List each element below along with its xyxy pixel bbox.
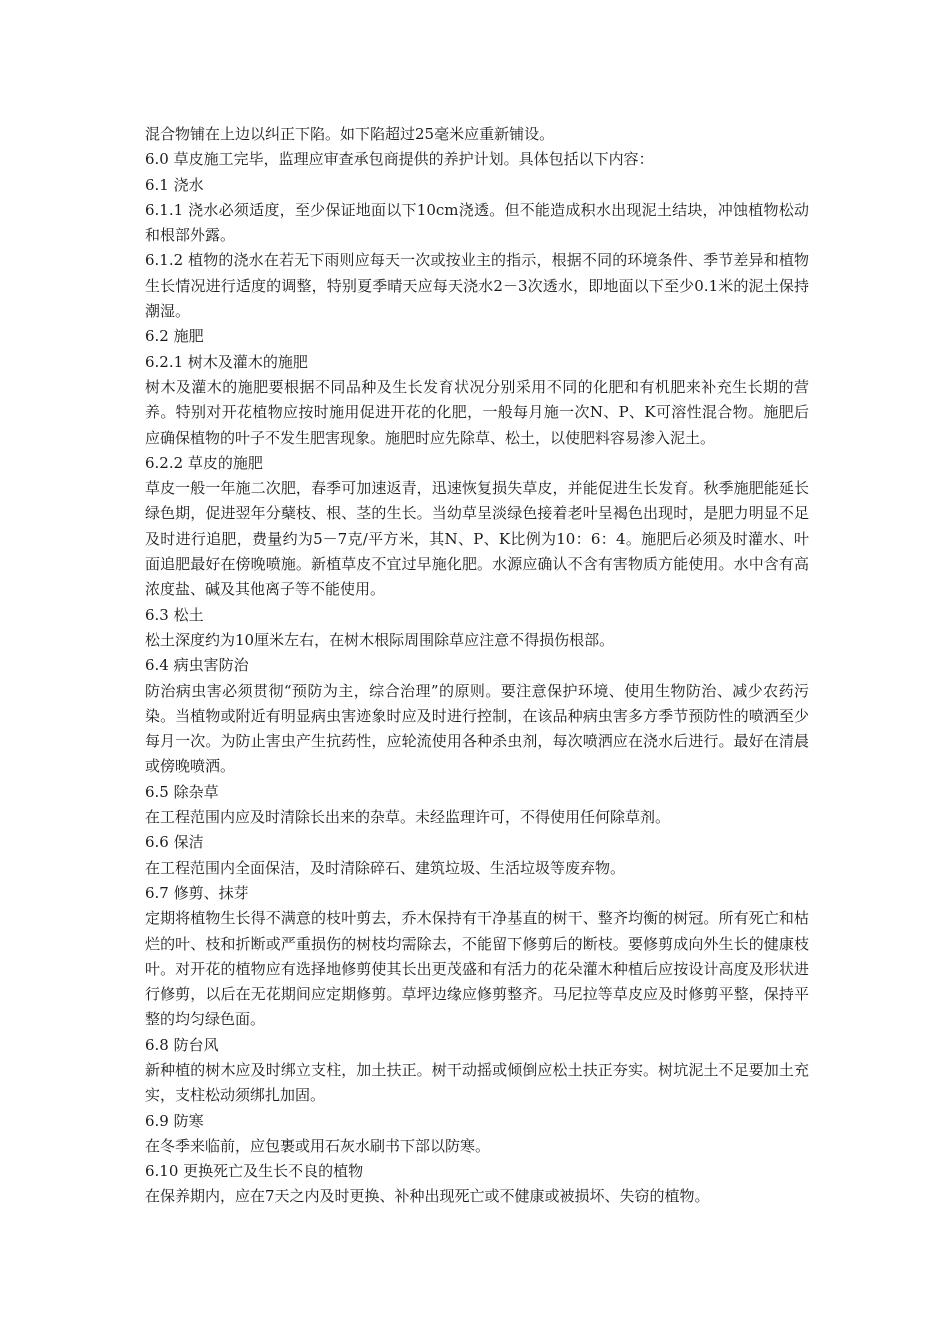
section-intro-6-0: 6.0 草皮施工完毕，监理应审查承包商提供的养护计划。具体包括以下内容： xyxy=(145,150,654,169)
paragraph: 松土深度约为10厘米左右，在树木根际周围除草应注意不得损伤根部。 xyxy=(145,630,615,649)
heading-6-1: 6.1 浇水 xyxy=(145,175,204,194)
heading-6-8: 6.8 防台风 xyxy=(145,1035,219,1054)
heading-6-9: 6.9 防寒 xyxy=(145,1111,204,1130)
heading-6-5: 6.5 除杂草 xyxy=(145,782,219,801)
heading-6-2-1: 6.2.1 树木及灌木的施肥 xyxy=(145,352,308,371)
paragraph: 树木及灌木的施肥要根据不同品种及生长发育状况分别采用不同的化肥和有机肥来补充生长期的营养。特别对开花植物应按时施用促进开花的化肥，一般每月施一次N、P、K可溶性混合物。施肥后应确保植物的叶子不发生肥害现象。施肥时应先除草、松土，以使肥料容易渗入泥土。 xyxy=(145,377,809,447)
paragraph: 在工程范围内应及时清除长出来的杂草。未经监理许可，不得使用任何除草剂。 xyxy=(145,808,671,827)
heading-6-7: 6.7 修剪、抹芽 xyxy=(145,883,249,902)
paragraph: 草皮一般一年施二次肥，春季可加速返青，迅速恢复损失草皮，并能促进生长发育。秋季施肥能延长绿色期，促进翌年分蘖枝、根、茎的生长。当幼草呈淡绿色接着老叶呈褐色出现时，是肥力明显不足及时进行追肥，费量约为5－7克/平方米，其N、P、K比例为10：6：4。施肥后必须及时灌水、叶面追肥最好在傍晚喷施。新植草皮不宜过早施化肥。水源应确认不含有害物质方能使用。水中含有高浓度盐、碱及其他离子等不能使用。 xyxy=(145,479,809,599)
paragraph-6-1-2: 6.1.2 植物的浇水在若无下雨则应每天一次或按业主的指示，根据不同的环境条件、季节差异和植物生长情况进行适度的调整，特别夏季晴天应每天浇水2－3次透水，即地面以下至少0.1米的泥土保持潮湿。 xyxy=(145,251,809,321)
paragraph: 在冬季来临前，应包裹或用石灰水刷书下部以防寒。 xyxy=(145,1136,491,1155)
heading-6-3: 6.3 松土 xyxy=(145,605,204,624)
heading-6-2: 6.2 施肥 xyxy=(145,327,204,346)
heading-6-2-2: 6.2.2 草皮的施肥 xyxy=(145,453,263,472)
paragraph: 在保养期内，应在7天之内及时更换、补种出现死亡或不健康或被损坏、失窃的植物。 xyxy=(145,1187,710,1206)
paragraph: 定期将植物生长得不满意的枝叶剪去，乔木保持有干净基直的树干、整齐均衡的树冠。所有死亡和枯烂的叶、枝和折断或严重损伤的树枝均需除去，不能留下修剪后的断枝。要修剪成向外生长的健康枝叶。对开花的植物应有选择地修剪使其长出更茂盛和有活力的花朵灌木种植后应按设计高度及形状进行修剪，以后在无花期间应定期修剪。草坪边缘应修剪整齐。马尼拉等草皮应及时修剪平整，保持平整的均匀绿色面。 xyxy=(145,909,809,1029)
paragraph: 混合物铺在上边以纠正下陷。如下陷超过25毫米应重新铺设。 xyxy=(145,125,555,143)
heading-6-4: 6.4 病虫害防治 xyxy=(145,656,249,675)
paragraph: 防治病虫害必须贯彻“预防为主，综合治理”的原则。要注意保护环境、使用生物防治、减少农药污染。当植物或附近有明显病虫害迹象时应及时进行控制，在该品种病虫害多方季节预防性的喷洒至少每月一次。为防止害虫产生抗药性，应轮流使用各种杀虫剂，每次喷洒应在浇水后进行。最好在清晨或傍晚喷洒。 xyxy=(145,681,809,776)
paragraph: 新种植的树木应及时绑立支柱，加土扶正。树干动摇或倾倒应松土扶正夯实。树坑泥土不足要加土充实，支柱松动须绑扎加固。 xyxy=(145,1060,809,1105)
heading-6-10: 6.10 更换死亡及生长不良的植物 xyxy=(145,1162,364,1181)
paragraph: 在工程范围内全面保洁，及时清除碎石、建筑垃圾、生活垃圾等废弃物。 xyxy=(145,858,626,877)
heading-6-6: 6.6 保洁 xyxy=(145,833,204,852)
paragraph-6-1-1: 6.1.1 浇水必须适度，至少保证地面以下10cm浇透。但不能造成积水出现泥土结块，冲蚀植物松动和根部外露。 xyxy=(145,200,809,245)
document-body xyxy=(145,122,809,1210)
